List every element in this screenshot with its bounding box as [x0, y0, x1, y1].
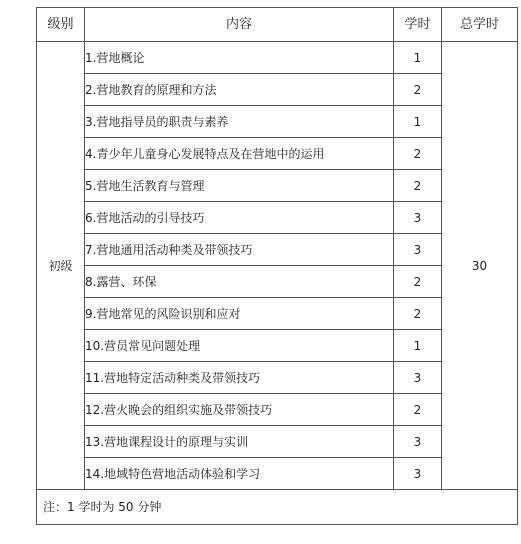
- hours-cell: 1: [394, 106, 442, 138]
- hours-cell: 1: [394, 330, 442, 362]
- hours-cell: 2: [394, 298, 442, 330]
- content-cell: 6.营地活动的引导技巧: [85, 202, 394, 234]
- hours-cell: 3: [394, 234, 442, 266]
- content-cell: 14.地域特色营地活动体验和学习: [85, 458, 394, 490]
- hours-cell: 2: [394, 170, 442, 202]
- course-table: [36, 7, 518, 525]
- content-cell: 7.营地通用活动种类及带领技巧: [85, 234, 394, 266]
- content-cell: 4.青少年儿童身心发展特点及在营地中的运用: [85, 138, 394, 170]
- header-hours: 学时: [394, 8, 442, 42]
- table-body: [37, 8, 518, 525]
- header-total-hours: 总学时: [442, 8, 518, 42]
- content-cell: 3.营地指导员的职责与素养: [85, 106, 394, 138]
- header-level: 级别: [37, 8, 85, 42]
- note-row: [37, 490, 518, 525]
- content-cell: 9.营地常见的风险识别和应对: [85, 298, 394, 330]
- content-cell: 2.营地教育的原理和方法: [85, 74, 394, 106]
- hours-cell: 2: [394, 74, 442, 106]
- content-cell: 1.营地概论: [85, 42, 394, 74]
- content-cell: 5.营地生活教育与管理: [85, 170, 394, 202]
- content-cell: 8.露营、环保: [85, 266, 394, 298]
- hours-cell: 2: [394, 394, 442, 426]
- content-cell: 10.营员常见问题处理: [85, 330, 394, 362]
- hours-cell: 2: [394, 138, 442, 170]
- hours-cell: 3: [394, 426, 442, 458]
- hours-cell: 3: [394, 362, 442, 394]
- hours-cell: 2: [394, 266, 442, 298]
- hours-cell: 3: [394, 202, 442, 234]
- level-cell: 初级: [37, 42, 85, 490]
- header-content: 内容: [85, 8, 394, 42]
- hours-cell: 1: [394, 42, 442, 74]
- content-cell: 12.营火晚会的组织实施及带领技巧: [85, 394, 394, 426]
- content-cell: 11.营地特定活动种类及带领技巧: [85, 362, 394, 394]
- hours-cell: 3: [394, 458, 442, 490]
- table-note: 注：1 学时为 50 分钟: [37, 490, 518, 525]
- table-header-row: [37, 8, 518, 42]
- content-cell: 13.营地课程设计的原理与实训: [85, 426, 394, 458]
- table-row: [37, 42, 518, 74]
- total-hours-cell: 30: [442, 42, 518, 490]
